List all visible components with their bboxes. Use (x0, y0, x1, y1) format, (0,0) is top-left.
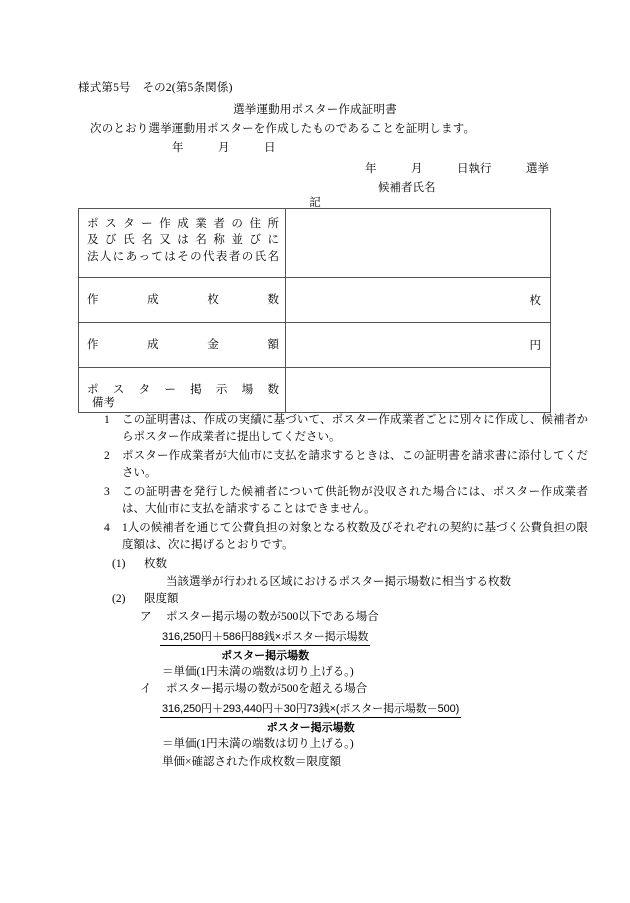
label-line: 及び氏名又は名称並びに (87, 234, 279, 247)
fraction-denominator: ポスター掲示場数 (266, 722, 355, 735)
note-number: 3 (104, 485, 110, 498)
limit-formula-summary: 単価×確認された作成枚数＝限度額 (162, 756, 341, 769)
form-number: 様式第5号 その2(第5条関係) (78, 82, 233, 94)
case-condition-text: ポスター掲示場の数が500を超える場合 (166, 683, 368, 696)
note-text: ポスター作成業者が大仙市に支払を請求するときは、この証明書を請求書に添付してください。 (122, 449, 588, 480)
note-number: 2 (104, 449, 110, 462)
note-item (78, 412, 588, 447)
row-value-producer-address[interactable] (286, 209, 551, 278)
note-number: 1 (104, 414, 110, 426)
table-row (79, 209, 551, 278)
subitem-sheet-count-body: 当該選挙が行われる区域におけるポスター掲示場数に相当する枚数 (166, 575, 511, 588)
label-line: ポスター作成業者の住所 (87, 218, 279, 230)
subitem-marker: (2) (112, 593, 126, 606)
fraction-numerator: 316,250円＋293,440円＋30円73銭×(ポスター掲示場数－500) (160, 700, 461, 718)
note-text: この証明書は、作成の実績に基づいて、ポスター作成業者ごとに別々に作成し、候補者からポスター作成業者に提出してください。 (122, 414, 588, 444)
election-date-line: 年 月 日執行 選挙 (365, 163, 549, 175)
row-label-amount (79, 323, 286, 368)
note-item (78, 448, 588, 483)
fraction (160, 628, 370, 663)
notes-heading: 備考 (92, 397, 115, 409)
formula-case-b (78, 700, 578, 735)
ki-mark: 記 (309, 197, 321, 209)
case-a-condition (78, 609, 578, 627)
candidate-name-label: 候補者氏名 (378, 182, 436, 194)
subitem-label: 限度額 (144, 593, 179, 606)
case-a-result: ＝単価(1円未満の端数は切り上げる。) (162, 666, 354, 678)
fraction (160, 700, 461, 735)
case-condition-text: ポスター掲示場の数が500以下である場合 (166, 611, 379, 624)
poster-certificate-table (78, 208, 551, 413)
lead-statement: 次のとおり選挙運動用ポスターを作成したものであることを証明します。 (90, 123, 476, 135)
subitem-marker: (1) (112, 557, 126, 570)
subitem-limit-amount (78, 591, 578, 609)
case-b-result: ＝単価(1円未満の端数は切り上げる。) (162, 738, 354, 751)
issue-date-line: 年 月 日 (172, 142, 276, 154)
row-label-sheet-count (79, 278, 286, 323)
row-label-producer-address (79, 209, 286, 278)
fraction-denominator: ポスター掲示場数 (221, 650, 310, 662)
row-value-sheet-count[interactable]: 枚 (286, 278, 551, 323)
subitem-sheet-count (78, 556, 578, 574)
note-text: この証明書を発行した候補者について供託物が没収された場合には、ポスター作成業者は、大仙市に支払を請求することはできません。 (122, 485, 588, 516)
note-item (78, 484, 588, 519)
subitem-label: 枚数 (144, 557, 167, 570)
case-marker: ア (140, 611, 152, 624)
label-line: ポスター掲示場数 (87, 383, 279, 396)
case-marker: イ (140, 683, 152, 696)
note-number: 4 (104, 521, 110, 534)
row-value-amount[interactable]: 円 (286, 323, 551, 368)
label-line: 作成金額 (87, 338, 279, 351)
notes-section (78, 394, 588, 772)
formula-case-a (78, 628, 578, 663)
table-row (79, 278, 551, 323)
label-line: 法人にあってはその代表者の氏名 (87, 250, 279, 263)
label-line: 作成枚数 (87, 293, 279, 306)
document-title: 選挙運動用ポスター作成証明書 (233, 104, 397, 116)
fraction-numerator: 316,250円＋586円88銭×ポスター掲示場数 (160, 628, 370, 646)
case-b-condition (78, 681, 578, 699)
note-text: 1人の候補者を通じて公費負担の対象となる枚数及びそれぞれの契約に基づく公費負担の限度額は、次に掲げるとおりです。 (122, 521, 588, 552)
note-item (78, 520, 588, 555)
table-row (79, 323, 551, 368)
